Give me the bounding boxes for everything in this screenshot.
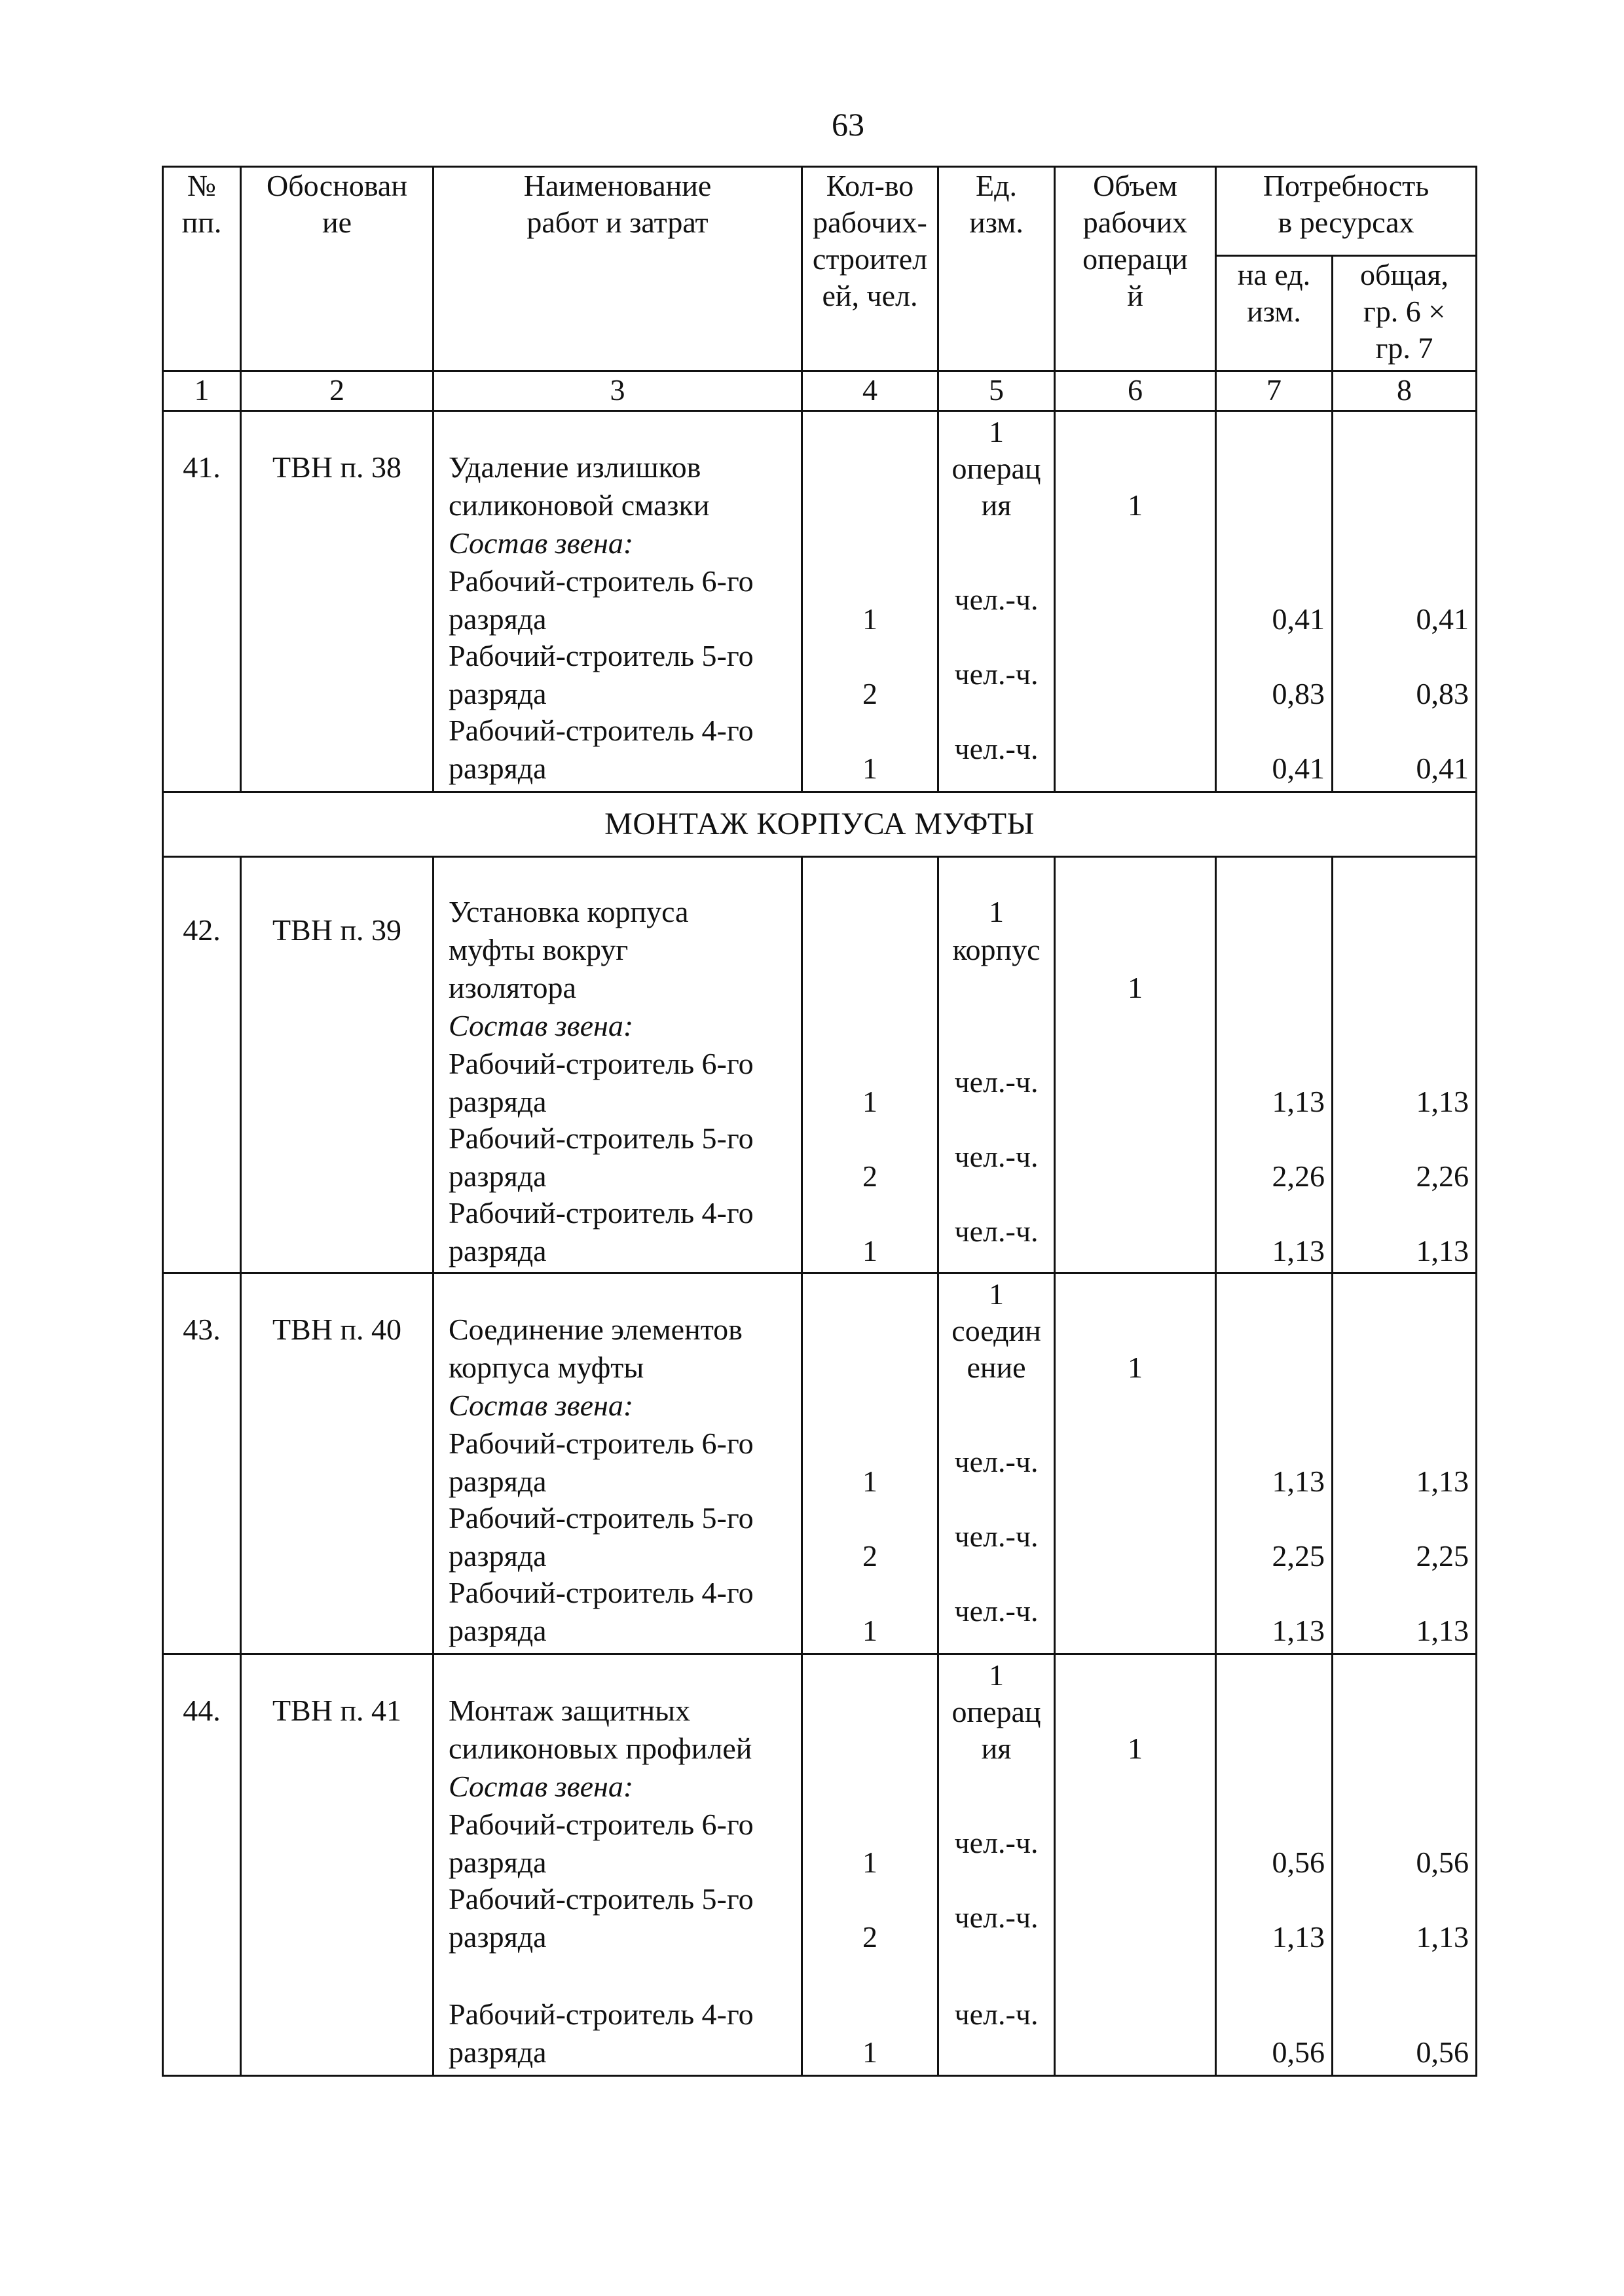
row-number: 44. [163,1654,241,2076]
row-basis: ТВН п. 38 [241,411,434,792]
header-col-volume: Объем рабочих операци й [1055,167,1216,371]
row-worker-counts: 1 2 1 [802,411,938,792]
page-number: 63 [832,106,864,143]
row-number: 42. [163,857,241,1273]
row-volume: 1 [1055,1273,1216,1654]
header-group-resources: Потребность в ресурсах [1216,167,1477,256]
row-description: Удаление излишков силиконовой смазки Состав звена: Рабочий-строитель 6-го разряда Рабочий-строитель 5-го разряда Рабочий-строитель 4-го разряда [434,411,802,792]
row-description: Установка корпуса муфты вокруг изолятора Состав звена: Рабочий-строитель 6-го разряда Рабочий-строитель 5-го разряда Рабочий-строитель 4-го разряда [434,857,802,1273]
row-volume: 1 [1055,857,1216,1273]
row-units: 1 корпус чел.-ч. чел.-ч. чел.-ч. [938,857,1055,1273]
row-basis: ТВН п. 40 [241,1273,434,1654]
row-worker-counts: 1 2 1 [802,1273,938,1654]
table-row [163,857,1477,1273]
row-units: 1 соедин ение чел.-ч. чел.-ч. чел.-ч. [938,1273,1055,1654]
section-title: МОНТАЖ КОРПУСА МУФТЫ [163,792,1477,857]
header-row-top [163,167,1477,256]
row-total: 1,13 2,26 1,13 [1333,857,1477,1273]
table-row [163,411,1477,792]
column-numbers-row: 1 2 3 4 5 6 7 8 [163,371,1477,411]
row-basis: ТВН п. 41 [241,1654,434,2076]
header-col-basis: Обоснован ие [241,167,434,371]
row-total: 0,41 0,83 0,41 [1333,411,1477,792]
row-total: 1,13 2,25 1,13 [1333,1273,1477,1654]
row-per-unit: 1,13 2,25 1,13 [1216,1273,1333,1654]
row-total: 0,56 1,13 0,56 [1333,1654,1477,2076]
header-col-unit: Ед. изм. [938,167,1055,371]
row-per-unit: 1,13 2,26 1,13 [1216,857,1333,1273]
row-description: Соединение элементов корпуса муфты Состав звена: Рабочий-строитель 6-го разряда Рабочий-строитель 5-го разряда Рабочий-строитель 4-го разряда [434,1273,802,1654]
header-col-per-unit: на ед. изм. [1216,256,1333,371]
row-worker-counts: 1 2 1 [802,1654,938,2076]
row-units: 1 операц ия чел.-ч. чел.-ч. чел.-ч. [938,411,1055,792]
header-col-total: общая, гр. 6 × гр. 7 [1333,256,1477,371]
row-number: 41. [163,411,241,792]
table-row [163,1654,1477,2076]
row-per-unit: 0,41 0,83 0,41 [1216,411,1333,792]
row-volume: 1 [1055,1654,1216,2076]
header-col-number: № пп. [163,167,241,371]
row-basis: ТВН п. 39 [241,857,434,1273]
row-description: Монтаж защитных силиконовых профилей Состав звена: Рабочий-строитель 6-го разряда Рабочий-строитель 5-го разряда Рабочий-строитель 4-го разряда [434,1654,802,2076]
header-col-workers: Кол-во рабочих- строител ей, чел. [802,167,938,371]
header-col-name: Наименование работ и затрат [434,167,802,371]
row-volume: 1 [1055,411,1216,792]
row-per-unit: 0,56 1,13 0,56 [1216,1654,1333,2076]
row-worker-counts: 1 2 1 [802,857,938,1273]
section-title-row [163,792,1477,857]
row-number: 43. [163,1273,241,1654]
row-units: 1 операц ия чел.-ч. чел.-ч. чел.-ч. [938,1654,1055,2076]
resource-table [162,166,1477,2077]
table-row [163,1273,1477,1654]
